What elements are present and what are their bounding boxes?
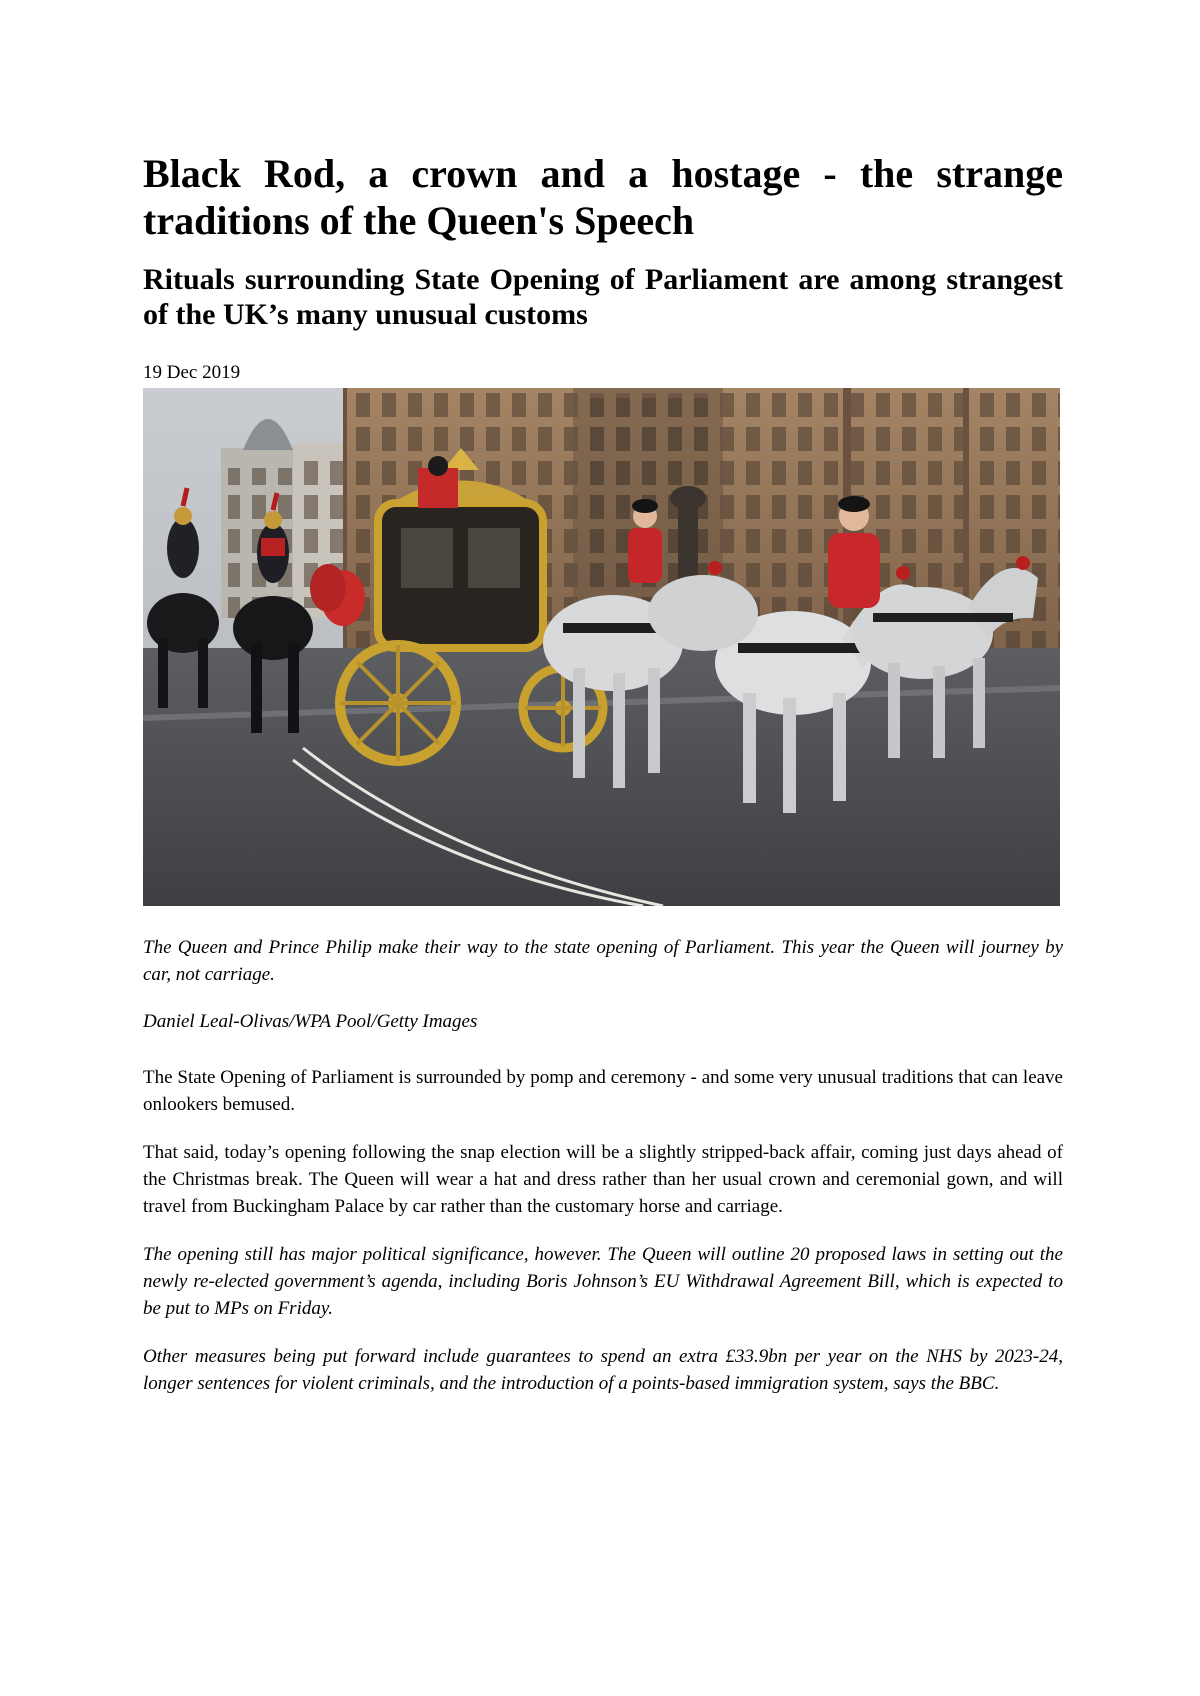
- body-paragraph: The opening still has major political significance, however. The Queen will outline 20 proposed laws in setting out the newly re-elected government’s agenda, including Boris Johnson’s EU Withdrawal Agreement Bill, which is expected to be put to MPs on Friday.: [143, 1244, 1063, 1319]
- article-photo: [143, 388, 1060, 906]
- article-title: Black Rod, a crown and a hostage - the strange traditions of the Queen's Speech: [143, 151, 1063, 243]
- photo-credit: Daniel Leal-Olivas/WPA Pool/Getty Images: [143, 1011, 478, 1032]
- article-subtitle: Rituals surrounding State Opening of Parliament are among strangest of the UK’s many unusual customs: [143, 263, 1063, 331]
- article: [143, 150, 1063, 1397]
- body-paragraph: That said, today’s opening following the snap election will be a slightly stripped-back affair, coming just days ahead of the Christmas break. The Queen will wear a hat and dress rather than her usual crown and ceremonial gown, and will travel from Buckingham Palace by car rather than the customary horse and carriage.: [143, 1142, 1063, 1217]
- body-paragraph: Other measures being put forward include guarantees to spend an extra £33.9bn per year on the NHS by 2023-24, longer sentences for violent criminals, and the introduction of a points-based immigration system, says the BBC.: [143, 1346, 1063, 1394]
- body-paragraph: The State Opening of Parliament is surrounded by pomp and ceremony - and some very unusual traditions that can leave onlookers bemused.: [143, 1067, 1063, 1115]
- photo-caption: The Queen and Prince Philip make their way to the state opening of Parliament. This year the Queen will journey by car, not carriage.: [143, 937, 1063, 985]
- publish-date: 19 Dec 2019: [143, 362, 241, 383]
